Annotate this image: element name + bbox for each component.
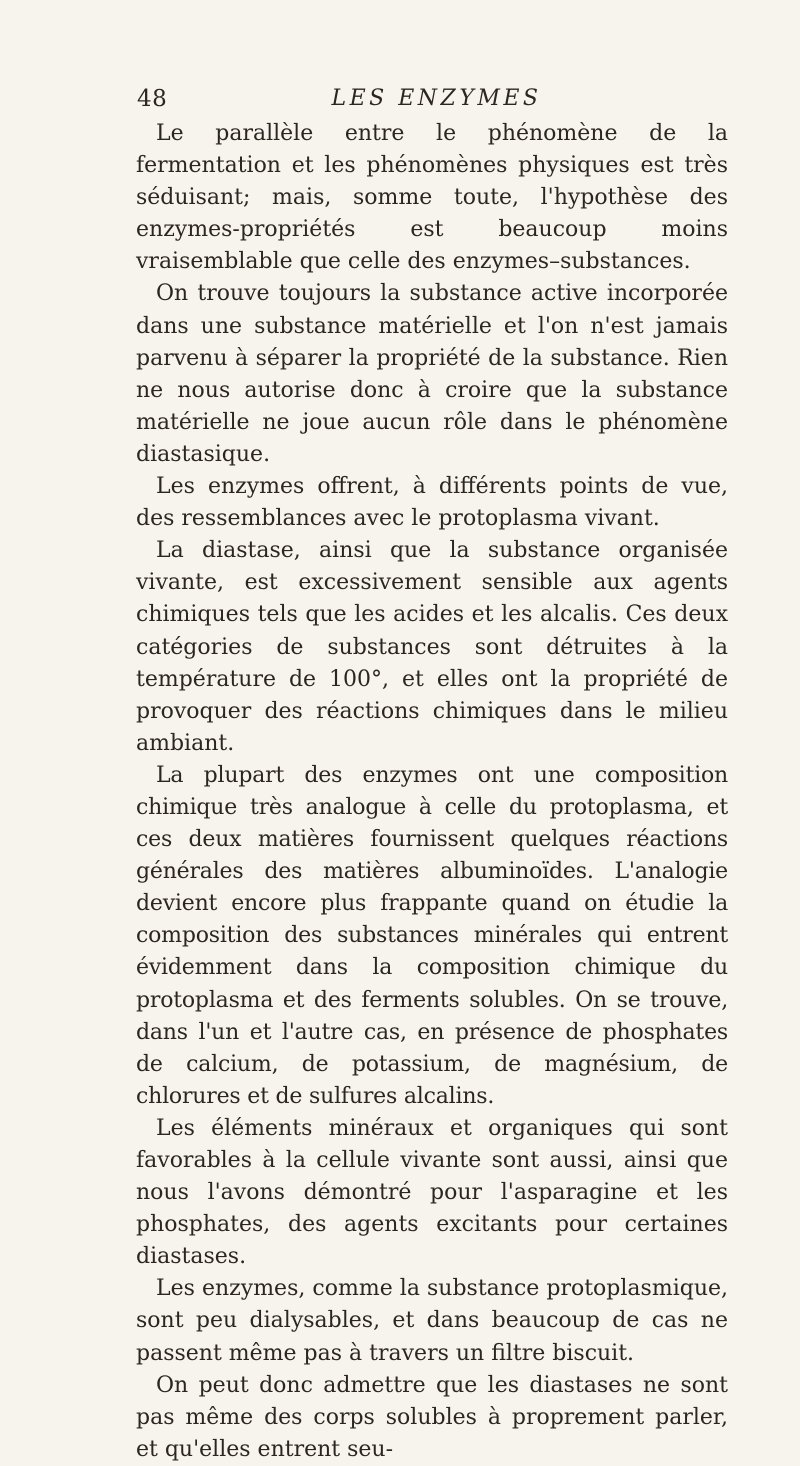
body-text	[136, 118, 728, 1466]
paragraph: On trouve toujours la substance active incorporée dans une substance matérielle et l'on n'est jamais parvenu à séparer la propriété de la substance. Rien ne nous autorise donc à croire que la substance matérielle ne joue aucun rôle dans le phénomène diastasique.	[136, 281, 728, 467]
paragraph: La plupart des enzymes ont une composition chimique très analogue à celle du protoplasma, et ces deux matières fournissent quelques réactions générales des matières albuminoïdes. L'analogie devient encore plus frappante quand on étudie la composition des substances minérales qui entrent évidemment dans la composition chimique du protoplasma et des ferments solubles. On se trouve, dans l'un et l'autre cas, en présence de phosphates de calcium, de potassium, de magnésium, de chlorures et de sulfures alcalins.	[136, 762, 728, 1109]
paragraph: Le parallèle entre le phénomène de la fermentation et les phénomènes physiques est très séduisant; mais, somme toute, l'hypothèse des enzymes-propriétés est beaucoup moins vraisemblable que celle des enzymes–substances.	[136, 121, 728, 275]
paragraph: Les enzymes offrent, à différents points de vue, des ressemblances avec le protoplasma vivant.	[136, 474, 728, 532]
page-header	[137, 86, 728, 116]
paragraph: Les enzymes, comme la substance protoplasmique, sont peu dialysables, et dans beaucoup de cas ne passent même pas à travers un filtre biscuit.	[136, 1276, 728, 1366]
page-number: 48	[137, 86, 168, 112]
paragraph: On peut donc admettre que les diastases ne sont pas même des corps solubles à proprement parler, et qu'elles entrent seu-	[136, 1372, 728, 1462]
paragraph: Les éléments minéraux et organiques qui sont favorables à la cellule vivante sont aussi, ainsi que nous l'avons démontré pour l'asparagine et les phosphates, des agents excitants pour certaines diastases.	[136, 1115, 728, 1270]
running-title: LES ENZYMES	[331, 86, 542, 111]
paragraph: La diastase, ainsi que la substance organisée vivante, est excessivement sensible aux agents chimiques tels que les acides et les alcalis. Ces deux catégories de substances sont détruites à la température de 100°, et elles ont la propriété de provoquer des réactions chimiques dans le milieu ambiant.	[136, 538, 728, 756]
